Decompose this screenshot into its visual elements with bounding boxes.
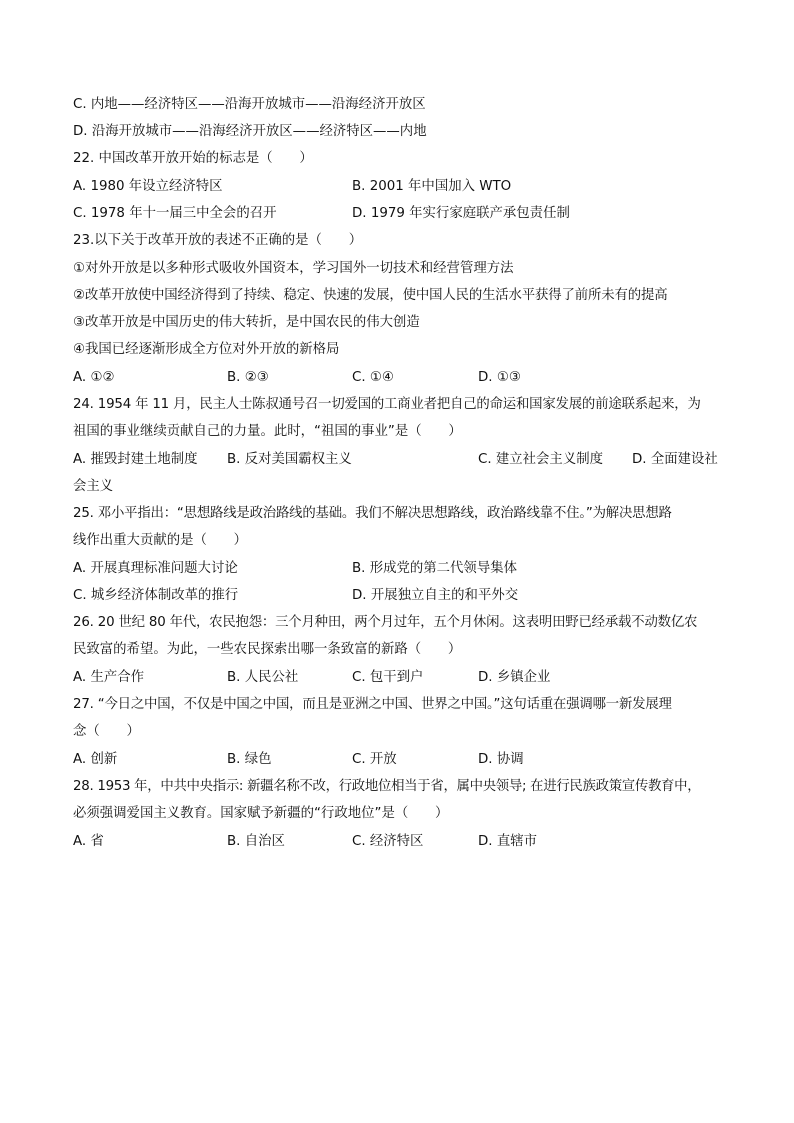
q23-option-d: D. ①③	[478, 370, 521, 385]
q27-stem-line-1: 27. “今日之中国，不仅是中国之中国，而且是亚洲之中国、世界之中国。”这句话重在强调哪一新发展理	[73, 697, 672, 712]
q26-stem-line-1: 26. 20 世纪 80 年代，农民抱怨：三个月种田，两个月过年，五个月休闲。这表明田野已经承载不动数亿农	[73, 615, 698, 630]
q22-option-a: A. 1980 年设立经济特区	[73, 179, 223, 194]
q23-statement-2: ②改革开放使中国经济得到了持续、稳定、快速的发展，使中国人民的生活水平获得了前所未有的提高	[73, 288, 668, 303]
q24-stem-line-1: 24. 1954 年 11 月，民主人士陈叔通号召一切爱国的工商业者把自己的命运和国家发展的前途联系起来，为	[73, 397, 701, 412]
q25-option-b: B. 形成党的第二代领导集体	[352, 561, 517, 576]
q28-option-b: B. 自治区	[227, 834, 285, 849]
q22-option-c: C. 1978 年十一届三中全会的召开	[73, 206, 277, 221]
q26-option-a: A. 生产合作	[73, 670, 144, 685]
q27-option-b: B. 绿色	[227, 752, 272, 767]
q23-statement-3: ③改革开放是中国历史的伟大转折，是中国农民的伟大创造	[73, 315, 420, 330]
q25-stem-line-1: 25. 邓小平指出：“思想路线是政治路线的基础。我们不解决思想路线，政治路线靠不住。”为解决思想路	[73, 506, 672, 521]
q27-stem-line-2: 念（ ）	[73, 724, 140, 739]
q21-option-d: D. 沿海开放城市——沿海经济开放区——经济特区——内地	[73, 124, 427, 139]
q26-option-d: D. 乡镇企业	[478, 670, 551, 685]
q25-option-c: C. 城乡经济体制改革的推行	[73, 588, 239, 603]
q22-option-b: B. 2001 年中国加入 WTO	[352, 179, 512, 194]
q23-stem: 23.以下关于改革开放的表述不正确的是（ ）	[73, 233, 363, 248]
q22-option-d: D. 1979 年实行家庭联产承包责任制	[352, 206, 570, 221]
q23-statement-4: ④我国已经逐渐形成全方位对外开放的新格局	[73, 342, 340, 357]
q28-stem-line-2: 必须强调爱国主义教育。国家赋予新疆的“行政地位”是（ ）	[73, 806, 449, 821]
q28-option-c: C. 经济特区	[352, 834, 424, 849]
q28-stem-line-1: 28. 1953 年，中共中央指示: 新疆名称不改，行政地位相当于省，属中央领导; 在进行民族政策宣传教育中，	[73, 779, 701, 794]
q24-option-d: D. 全面建设社	[632, 452, 718, 467]
q26-option-c: C. 包干到户	[352, 670, 424, 685]
q23-option-a: A. ①②	[73, 370, 115, 385]
q25-option-a: A. 开展真理标准问题大讨论	[73, 561, 238, 576]
q24-option-a: A. 摧毁封建土地制度	[73, 452, 198, 467]
q24-option-b: B. 反对美国霸权主义	[227, 452, 352, 467]
q23-statement-1: ①对外开放是以多种形式吸收外国资本，学习国外一切技术和经营管理方法	[73, 261, 514, 276]
q27-option-a: A. 创新	[73, 752, 118, 767]
q28-option-d: D. 直辖市	[478, 834, 537, 849]
q28-option-a: A. 省	[73, 834, 104, 849]
q24-option-c: C. 建立社会主义制度	[478, 452, 603, 467]
q26-stem-line-2: 民致富的希望。为此，一些农民探索出哪一条致富的新路（ ）	[73, 642, 462, 657]
q23-option-b: B. ②③	[227, 370, 269, 385]
q27-option-c: C. 开放	[352, 752, 397, 767]
q24-option-d-continued: 会主义	[73, 479, 114, 494]
q27-option-d: D. 协调	[478, 752, 524, 767]
q25-stem-line-2: 线作出重大贡献的是（ ）	[73, 533, 248, 548]
q26-option-b: B. 人民公社	[227, 670, 299, 685]
q25-option-d: D. 开展独立自主的和平外交	[352, 588, 519, 603]
q23-option-c: C. ①④	[352, 370, 394, 385]
q21-option-c: C. 内地——经济特区——沿海开放城市——沿海经济开放区	[73, 97, 426, 112]
q22-stem: 22. 中国改革开放开始的标志是（ ）	[73, 151, 313, 166]
q24-stem-line-2: 祖国的事业继续贡献自己的力量。此时，“祖国的事业”是（ ）	[73, 424, 462, 439]
